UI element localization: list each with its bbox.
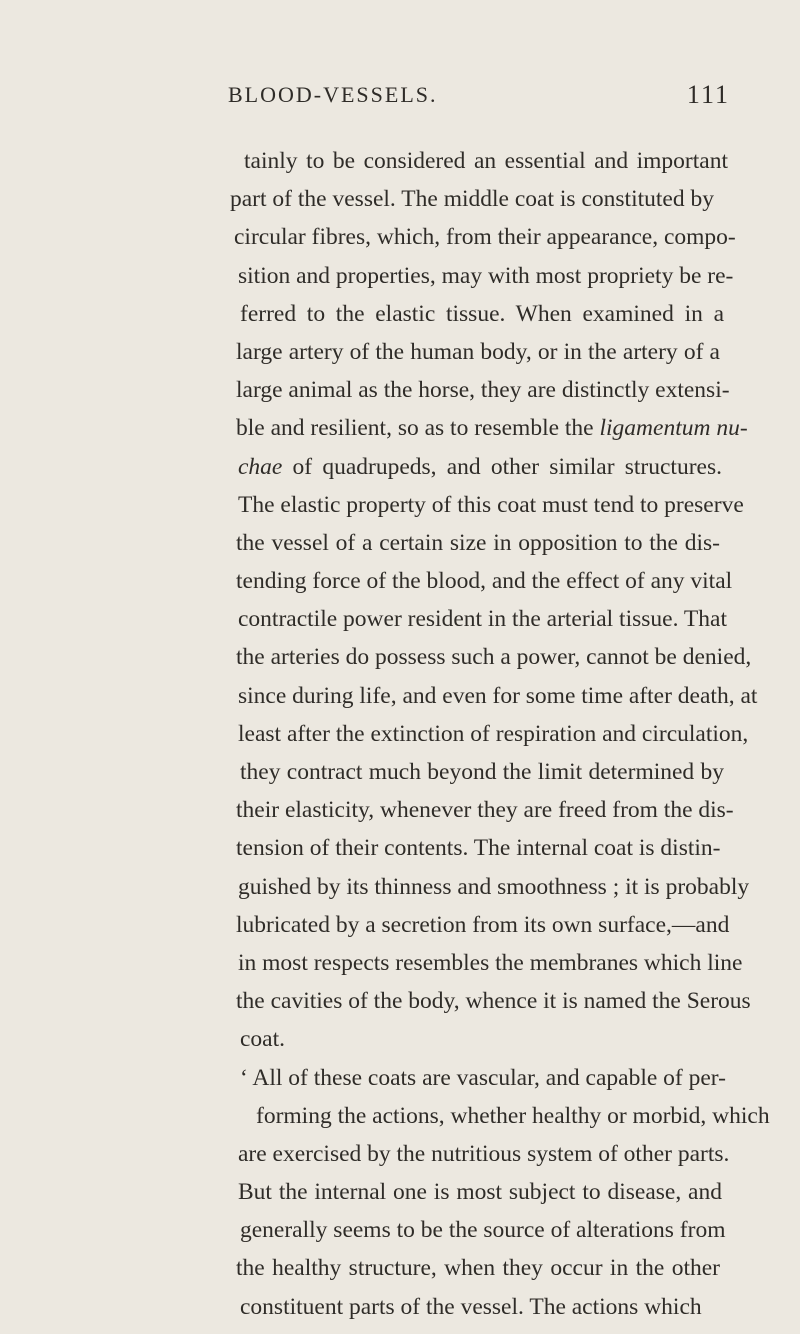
- running-head: [0, 82, 800, 122]
- text-line: [238, 448, 722, 486]
- text-line-content: large artery of the human body, or in the artery of a: [236, 338, 720, 365]
- text-line: [240, 1059, 724, 1097]
- running-head-title: BLOOD-VESSELS.: [228, 82, 438, 107]
- text-line: [238, 486, 744, 524]
- text-line-content: they contract much beyond the limit determined by: [240, 759, 724, 785]
- text-line-content: forming the actions, whether healthy or morbid, which: [256, 1102, 770, 1129]
- text-line: [238, 944, 743, 982]
- text-line-content: coat.: [240, 1026, 286, 1053]
- text-line: [236, 829, 720, 867]
- text-line: [236, 638, 752, 676]
- text-line: [238, 1173, 722, 1211]
- text-line: [236, 562, 733, 600]
- text-segment: of quadrupeds, and other similar structures.: [282, 453, 722, 480]
- text-line-content: least after the extinction of respiration and circulation,: [238, 720, 749, 747]
- text-line-content: ‘ All of these coats are vascular, and capable of per-: [240, 1064, 726, 1091]
- text-line-content: since during life, and even for some time after death, at: [238, 682, 758, 709]
- italic-term: chae: [238, 453, 283, 480]
- text-line: [240, 1288, 724, 1326]
- text-line: [240, 295, 724, 333]
- text-line: [244, 142, 728, 180]
- text-line: [236, 906, 730, 944]
- text-line-content: constituent parts of the vessel. The actions which: [240, 1293, 702, 1320]
- text-line: [238, 868, 750, 906]
- text-line: [236, 1249, 720, 1287]
- text-line: [238, 715, 749, 753]
- text-line: [238, 677, 758, 715]
- text-line-content: contractile power resident in the arterial tissue. That: [238, 606, 727, 633]
- text-line: [238, 600, 727, 638]
- text-line: [234, 218, 736, 256]
- text-line-content: circular fibres, which, from their appearance, compo-: [234, 224, 736, 251]
- text-line-content: But the internal one is most subject to disease, and: [238, 1179, 722, 1206]
- text-line-content: generally seems to be the source of alterations from: [240, 1217, 726, 1244]
- text-line-content: ferred to the elastic tissue. When examined in a: [240, 300, 724, 327]
- text-line: [236, 333, 720, 371]
- text-line: [236, 982, 751, 1020]
- text-line: [236, 409, 748, 447]
- text-line: [236, 524, 720, 562]
- text-line: [240, 753, 724, 791]
- text-line-content: the cavities of the body, whence it is named the Serous: [236, 988, 751, 1015]
- text-line-content: their elasticity, whenever they are freed from the dis-: [236, 797, 734, 824]
- text-line-content: the healthy structure, when they occur in the other: [236, 1255, 720, 1282]
- text-segment: ble and resilient, so as to resemble the: [236, 415, 600, 442]
- text-line-content: tension of their contents. The internal coat is distin-: [236, 835, 721, 862]
- text-line-content: in most respects resembles the membranes which line: [238, 949, 743, 976]
- italic-term: ligamentum nu-: [599, 415, 748, 442]
- text-line: [240, 1211, 724, 1249]
- body-text: [230, 142, 770, 1326]
- text-line: [238, 257, 734, 295]
- text-line-content: tainly to be considered an essential and important: [244, 148, 728, 174]
- text-line-content: are exercised by the nutritious system of other parts.: [238, 1140, 730, 1167]
- page-number: 111: [686, 80, 730, 109]
- text-line-content: guished by its thinness and smoothness ; it is probably: [238, 873, 750, 900]
- text-line-content: the arteries do possess such a power, cannot be denied,: [236, 644, 752, 671]
- text-line: [238, 1135, 730, 1173]
- text-line-content: large animal as the horse, they are distinctly extensi-: [236, 377, 730, 404]
- text-line: [256, 1097, 770, 1135]
- text-line: [236, 371, 730, 409]
- text-line-content: sition and properties, may with most propriety be re-: [238, 262, 734, 289]
- text-line-content: part of the vessel. The middle coat is constituted by: [230, 186, 714, 213]
- text-line: [236, 791, 734, 829]
- text-line-content: tending force of the blood, and the effect of any vital: [236, 568, 733, 595]
- text-line-content: The elastic property of this coat must tend to preserve: [238, 491, 744, 518]
- text-line: [240, 1020, 724, 1058]
- text-line-content: lubricated by a secretion from its own surface,—and: [236, 911, 730, 938]
- text-line-content: the vessel of a certain size in opposition to the dis-: [236, 529, 720, 556]
- text-line: [230, 180, 714, 218]
